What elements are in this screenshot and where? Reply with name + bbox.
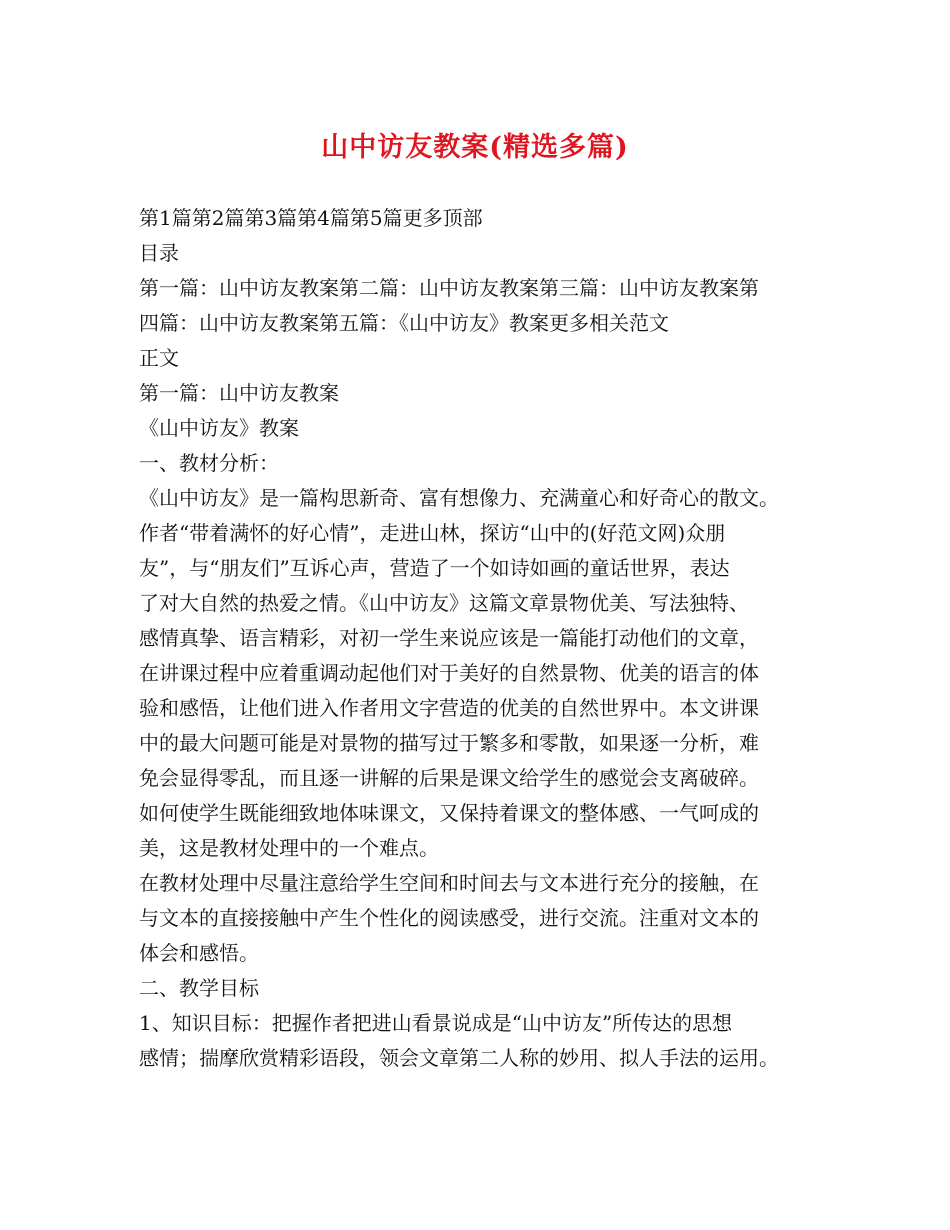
paragraph-line: 《山中访友》是一篇构思新奇、富有想像力、充满童心和好奇心的散文。 <box>139 486 779 510</box>
paragraph-line: 1、知识目标：把握作者把进山看景说成是“山中访友”所传达的思想 <box>139 1011 733 1035</box>
section-heading: 二、教学目标 <box>139 976 259 1000</box>
toc-line: 四篇：山中访友教案第五篇：《山中访友》教案更多相关范文 <box>139 311 669 335</box>
paragraph-line: 中的最大问题可能是对景物的描写过于繁多和零散，如果逐一分析，难 <box>139 731 759 755</box>
paragraph-line: 在教材处理中尽量注意给学生空间和时间去与文本进行充分的接触，在 <box>139 871 759 895</box>
section-heading: 第一篇：山中访友教案 <box>139 381 339 405</box>
paragraph-line: 美，这是教材处理中的一个难点。 <box>139 836 439 860</box>
paragraph-line: 验和感悟，让他们进入作者用文字营造的优美的自然世界中。本文讲课 <box>139 696 759 720</box>
paragraph-line: 感情真挚、语言精彩，对初一学生来说应该是一篇能打动他们的文章， <box>139 626 759 650</box>
paragraph-line: 在讲课过程中应着重调动起他们对于美好的自然景物、优美的语言的体 <box>139 661 759 685</box>
paragraph-line: 作者“带着满怀的好心情”，走进山林，探访“山中的(好范文网)众朋 <box>139 521 726 545</box>
body-heading: 正文 <box>139 346 179 370</box>
subtitle-line: 《山中访友》教案 <box>139 416 299 440</box>
document-body <box>139 201 819 1076</box>
nav-links-line: 第1篇第2篇第3篇第4篇第5篇更多顶部 <box>139 206 483 230</box>
paragraph-line: 友”，与“朋友们”互诉心声，营造了一个如诗如画的童话世界，表达 <box>139 556 730 580</box>
paragraph-line: 与文本的直接接触中产生个性化的阅读感受，进行交流。注重对文本的 <box>139 906 759 930</box>
paragraph-line: 了对大自然的热爱之情。《山中访友》这篇文章景物优美、写法独特、 <box>139 591 749 615</box>
toc-line: 第一篇：山中访友教案第二篇：山中访友教案第三篇：山中访友教案第 <box>139 276 759 300</box>
paragraph-line: 感情；揣摩欣赏精彩语段，领会文章第二人称的妙用、拟人手法的运用。 <box>139 1046 779 1070</box>
toc-heading: 目录 <box>139 241 179 265</box>
paragraph-line: 如何使学生既能细致地体味课文，又保持着课文的整体感、一气呵成的 <box>139 801 759 825</box>
paragraph-line: 免会显得零乱，而且逐一讲解的后果是课文给学生的感觉会支离破碎。 <box>139 766 759 790</box>
section-heading: 一、教材分析： <box>139 451 279 475</box>
document-title: 山中访友教案(精选多篇) <box>321 132 629 163</box>
paragraph-line: 体会和感悟。 <box>139 941 259 965</box>
